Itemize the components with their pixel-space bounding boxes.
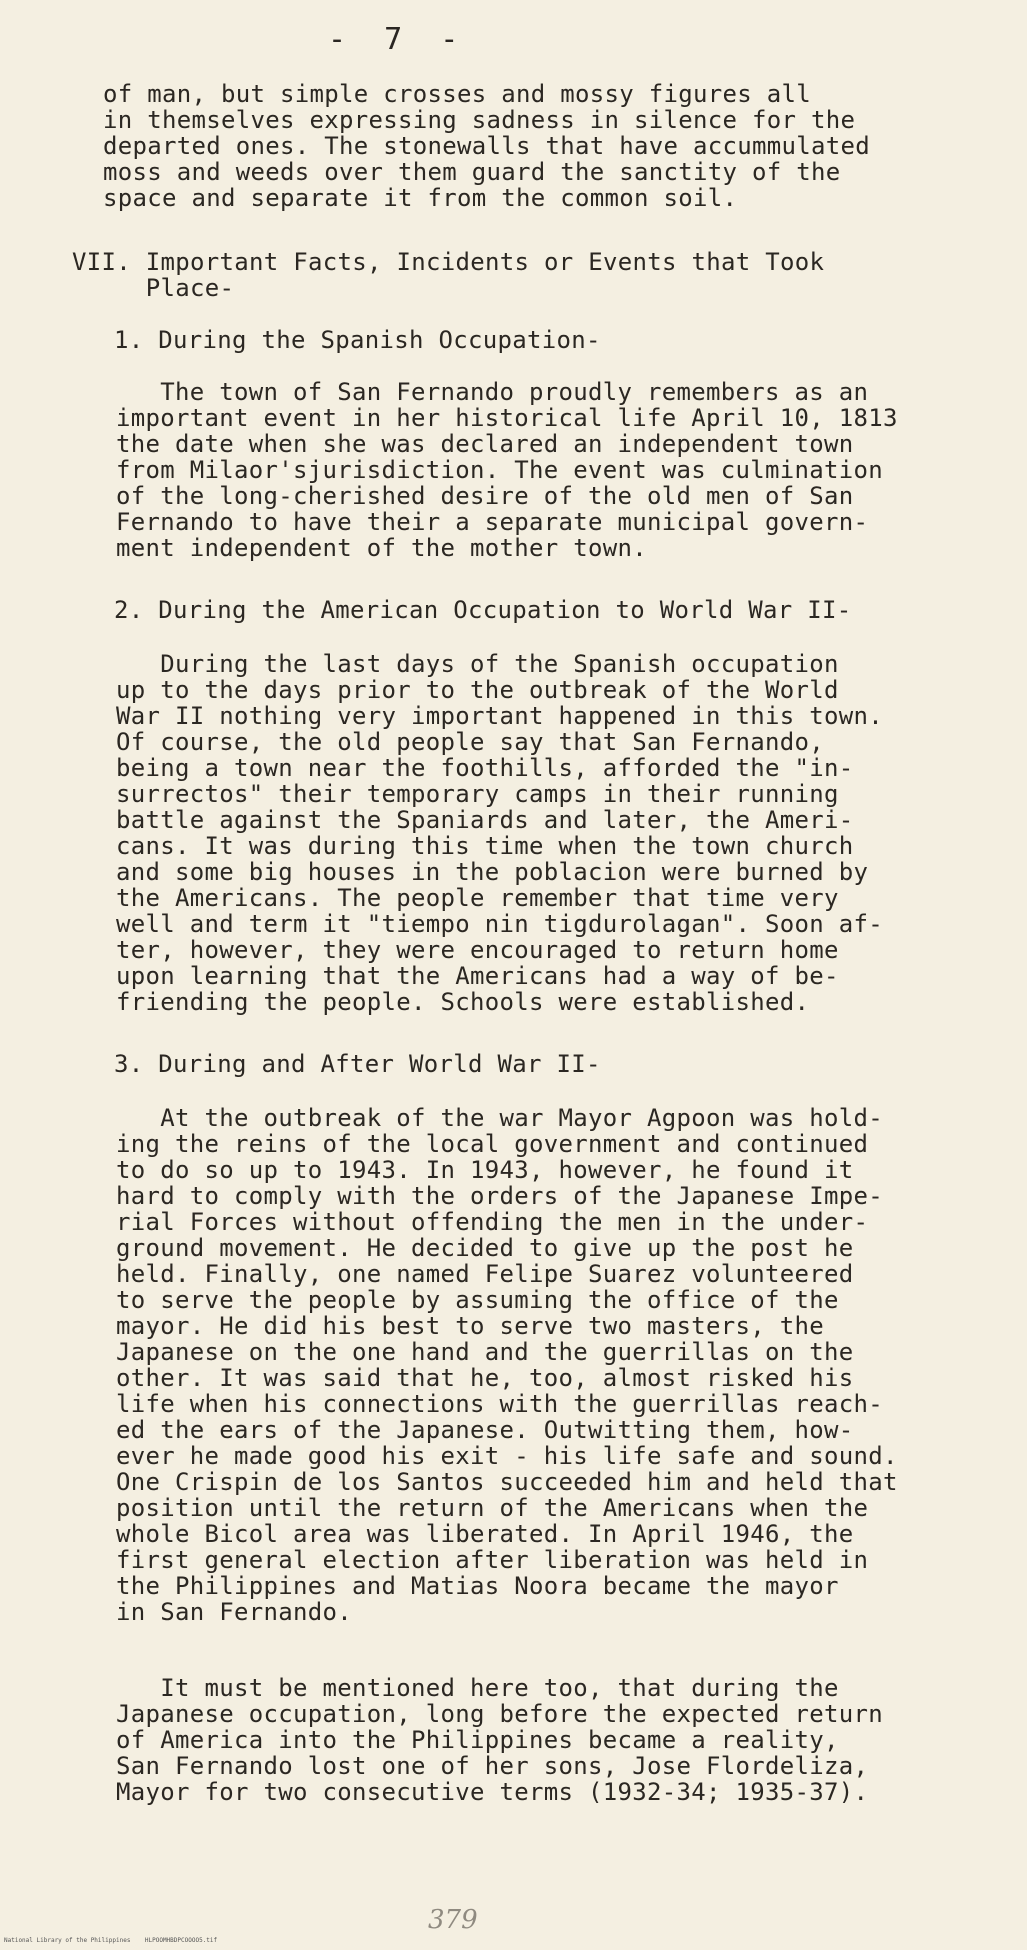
text-line: of the long-cherished desire of the old men of San: [116, 482, 854, 510]
text-line: ever he made good his exit - his life safe and sound.: [116, 1442, 898, 1470]
text-line: War II nothing very important happened in this town.: [116, 702, 883, 730]
section-heading: Place-: [72, 274, 235, 302]
text-line: Of course, the old people say that San Fernando,: [116, 728, 824, 756]
text-line: hard to comply with the orders of the Japanese Impe-: [116, 1182, 883, 1210]
text-line: It must be mentioned here too, that during the: [116, 1674, 839, 1702]
text-line: Japanese occupation, long before the expected return: [116, 1700, 883, 1728]
text-line: the Americans. The people remember that time very: [116, 884, 839, 912]
text-line: rial Forces without offending the men in the under-: [116, 1208, 869, 1236]
text-line: up to the days prior to the outbreak of the World: [116, 676, 839, 704]
text-line: being a town near the foothills, afforded the "in-: [116, 754, 854, 782]
text-line: Fernando to have their a separate municipal govern-: [116, 508, 869, 536]
subsection-heading: 1. During the Spanish Occupation-: [114, 326, 601, 354]
text-line: held. Finally, one named Felipe Suarez volunteered: [116, 1260, 854, 1288]
text-line: in themselves expressing sadness in silence for the: [103, 106, 856, 134]
text-line: space and separate it from the common soil.: [103, 184, 738, 212]
text-line: and some big houses in the poblacion were burned by: [116, 858, 869, 886]
text-line: ground movement. He decided to give up the post he: [116, 1234, 854, 1262]
text-line: mayor. He did his best to serve two masters, the: [116, 1312, 824, 1340]
text-line: cans. It was during this time when the town church: [116, 832, 854, 860]
page-number: - 7 -: [328, 22, 469, 57]
text-line: ing the reins of the local government and continued: [116, 1130, 869, 1158]
text-line: friending the people. Schools were established.: [116, 988, 810, 1016]
text-line: the date when she was declared an independent town: [116, 430, 854, 458]
text-line: whole Bicol area was liberated. In April 1946, the: [116, 1520, 854, 1548]
text-line: Japanese on the one hand and the guerrillas on the: [116, 1338, 854, 1366]
text-line: The town of San Fernando proudly remembers as an: [116, 378, 869, 406]
text-line: One Crispin de los Santos succeeded him and held that: [116, 1468, 898, 1496]
text-line: life when his connections with the guerrillas reach-: [116, 1390, 883, 1418]
subsection-heading: 2. During the American Occupation to World War II-: [114, 596, 852, 624]
text-line: battle against the Spaniards and later, the Ameri-: [116, 806, 854, 834]
text-line: departed ones. The stonewalls that have accummulated: [103, 132, 870, 160]
text-line: ment independent of the mother town.: [116, 534, 647, 562]
text-line: of man, but simple crosses and mossy figures all: [103, 80, 811, 108]
text-line: During the last days of the Spanish occupation: [116, 650, 839, 678]
text-line: the Philippines and Matias Noora became the mayor: [116, 1572, 839, 1600]
text-line: At the outbreak of the war Mayor Agpoon was hold-: [116, 1104, 883, 1132]
text-line: ed the ears of the Japanese. Outwitting them, how-: [116, 1416, 854, 1444]
text-line: upon learning that the Americans had a way of be-: [116, 962, 839, 990]
archive-footer: National Library of the Philippines HLPOOMHBDPCOOOO5.tif: [4, 1937, 218, 1944]
text-line: of America into the Philippines became a reality,: [116, 1726, 839, 1754]
text-line: position until the return of the Americans when the: [116, 1494, 869, 1522]
text-line: ter, however, they were encouraged to return home: [116, 936, 839, 964]
text-line: in San Fernando.: [116, 1598, 352, 1626]
text-line: important event in her historical life April 10, 1813: [116, 404, 898, 432]
text-line: to serve the people by assuming the office of the: [116, 1286, 839, 1314]
section-heading: VII. Important Facts, Incidents or Events that Took: [72, 248, 825, 276]
text-line: first general election after liberation was held in: [116, 1546, 869, 1574]
subsection-heading: 3. During and After World War II-: [114, 1050, 601, 1078]
text-line: from Milaor'sjurisdiction. The event was culmination: [116, 456, 883, 484]
text-line: well and term it "tiempo nin tigdurolagan". Soon af-: [116, 910, 883, 938]
text-line: other. It was said that he, too, almost risked his: [116, 1364, 854, 1392]
handwritten-page-number: 379: [428, 1905, 478, 1935]
text-line: moss and weeds over them guard the sanctity of the: [103, 158, 841, 186]
text-line: surrectos" their temporary camps in their running: [116, 780, 839, 808]
text-line: to do so up to 1943. In 1943, however, he found it: [116, 1156, 854, 1184]
text-line: Mayor for two consecutive terms (1932-34; 1935-37).: [116, 1778, 869, 1806]
text-line: San Fernando lost one of her sons, Jose Flordeliza,: [116, 1752, 869, 1780]
